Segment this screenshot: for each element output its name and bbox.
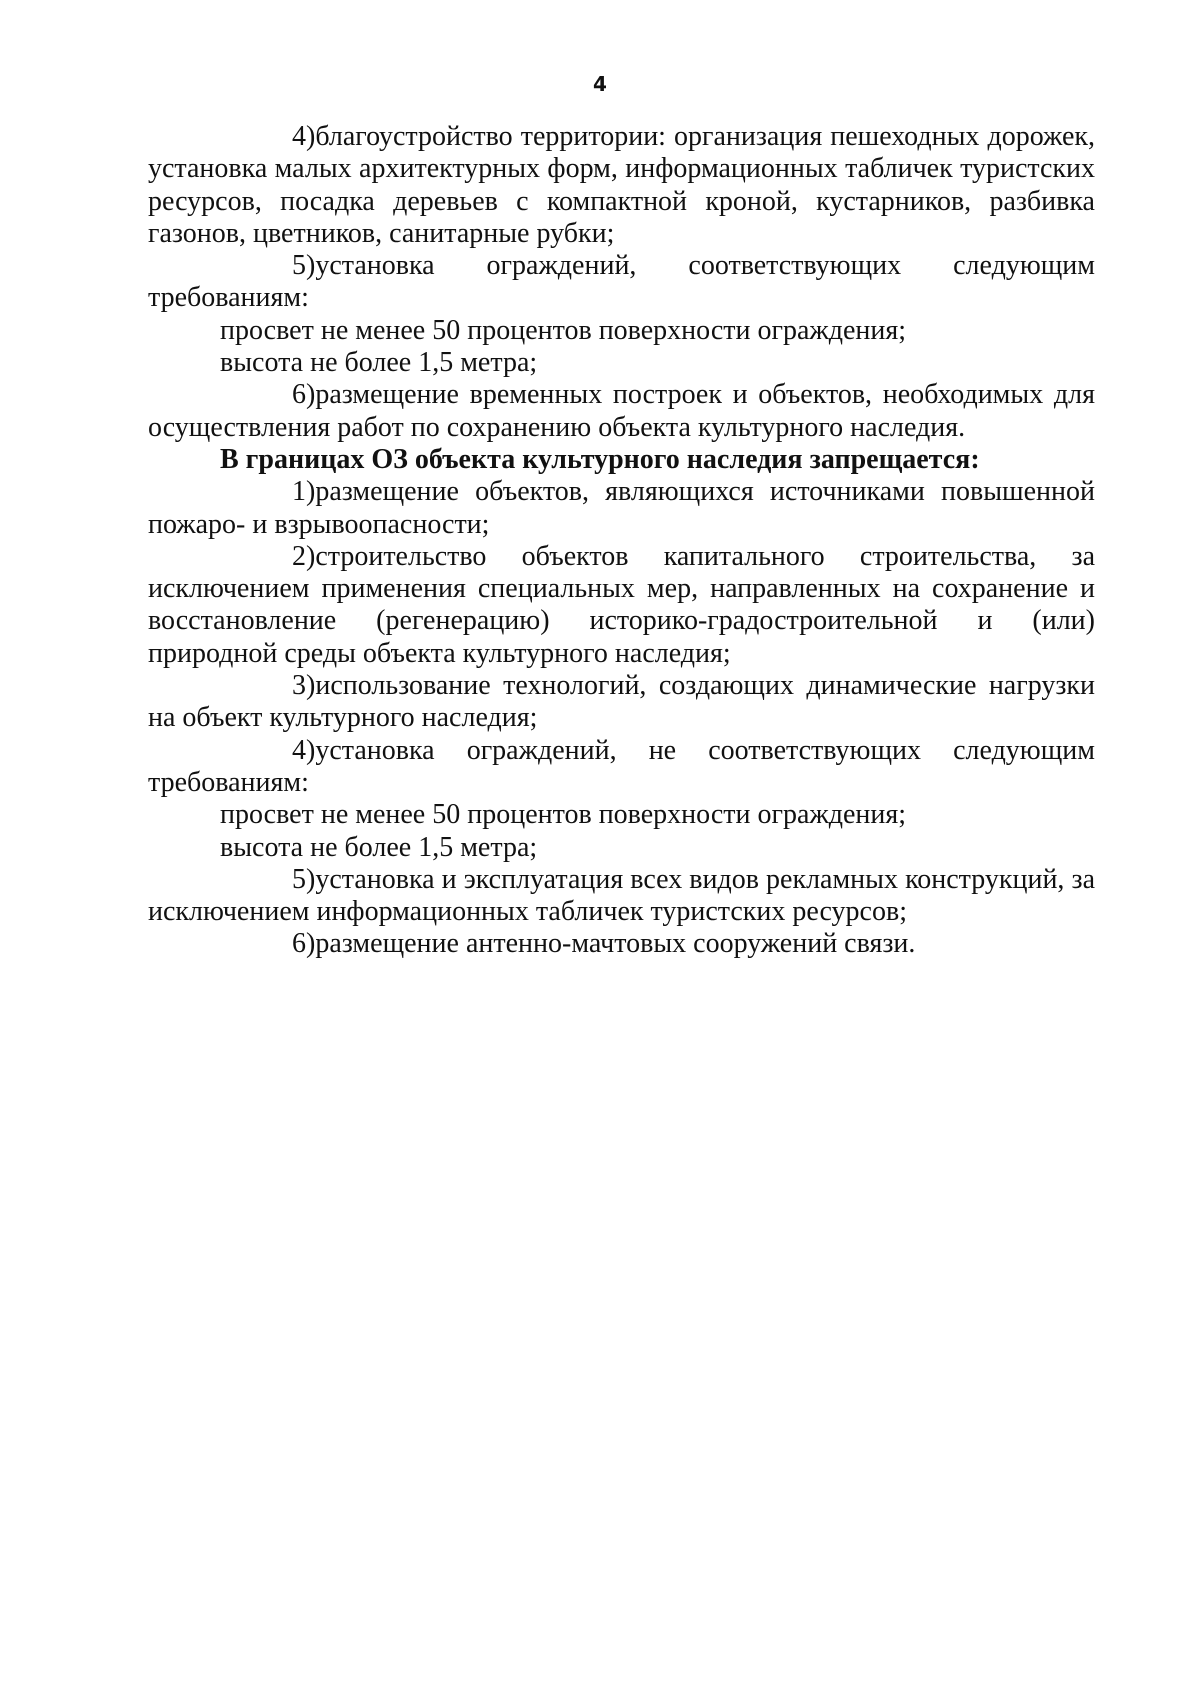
list-item-4-landscaping bbox=[148, 121, 1095, 250]
item-number: 5) bbox=[292, 863, 316, 895]
item-number: 3) bbox=[292, 670, 316, 702]
item-text: благоустройство территории: организация пешеходных дорожек, установка малых архитектурных форм, информационных табличек туристских ресурсов, посадка деревьев с компактной кроной, кустарников, разбивка газонов, цветников, санитарные рубки; bbox=[148, 121, 1095, 249]
item-text: установка ограждений, соответствующих следующим требованиям: bbox=[148, 250, 1095, 314]
page-number: 4 bbox=[593, 72, 607, 96]
item-number: 5) bbox=[292, 250, 316, 282]
item-number: 6) bbox=[292, 928, 316, 960]
item-number: 1) bbox=[292, 476, 316, 508]
item-text: размещение объектов, являющихся источниками повышенной пожаро- и взрывоопасности; bbox=[148, 476, 1095, 540]
list-item-1-fire-hazard bbox=[148, 476, 1095, 541]
item-number: 2) bbox=[292, 540, 316, 572]
requirement-height: высота не более 1,5 метра; bbox=[220, 831, 538, 863]
item-text: установка и эксплуатация всех видов рекламных конструкций, за исключением информационных табличек туристских ресурсов; bbox=[148, 863, 1095, 928]
list-item-6-temporary-buildings bbox=[148, 379, 1095, 444]
document-body bbox=[148, 121, 1095, 961]
item-text: размещение временных построек и объектов, необходимых для осуществления работ по сохранению объекта культурного наследия. bbox=[148, 379, 1095, 443]
item-number: 6) bbox=[292, 379, 316, 411]
item-text: строительство объектов капитального строительства, за исключением применения специальных мер, направленных на сохранение и восстановление (регенерацию) историко-градостроительной и (или) природной среды объекта культурного наследия; bbox=[148, 540, 1095, 669]
item-text: размещение антенно-мачтовых сооружений связи. bbox=[315, 928, 916, 960]
list-item-6-antenna bbox=[148, 928, 1095, 960]
item-text: установка ограждений, не соответствующих следующим требованиям: bbox=[148, 734, 1095, 798]
item-number: 4) bbox=[292, 734, 316, 766]
list-item-5-advertising bbox=[148, 864, 1095, 929]
requirement-gap: просвет не менее 50 процентов поверхности ограждения; bbox=[220, 314, 907, 346]
list-item-4-fences bbox=[148, 735, 1095, 800]
list-item-3-dynamic-loads bbox=[148, 670, 1095, 735]
item-number: 4) bbox=[292, 121, 316, 152]
item-text: использование технологий, создающих динамические нагрузки на объект культурного наследия; bbox=[148, 670, 1095, 734]
section-heading-prohibited: В границах ОЗ объекта культурного наследия запрещается: bbox=[220, 443, 980, 475]
list-item-2-construction bbox=[148, 541, 1095, 670]
requirement-height: высота не более 1,5 метра; bbox=[220, 347, 538, 379]
requirement-gap: просвет не менее 50 процентов поверхности ограждения; bbox=[220, 799, 907, 831]
list-item-5-fences bbox=[148, 250, 1095, 315]
